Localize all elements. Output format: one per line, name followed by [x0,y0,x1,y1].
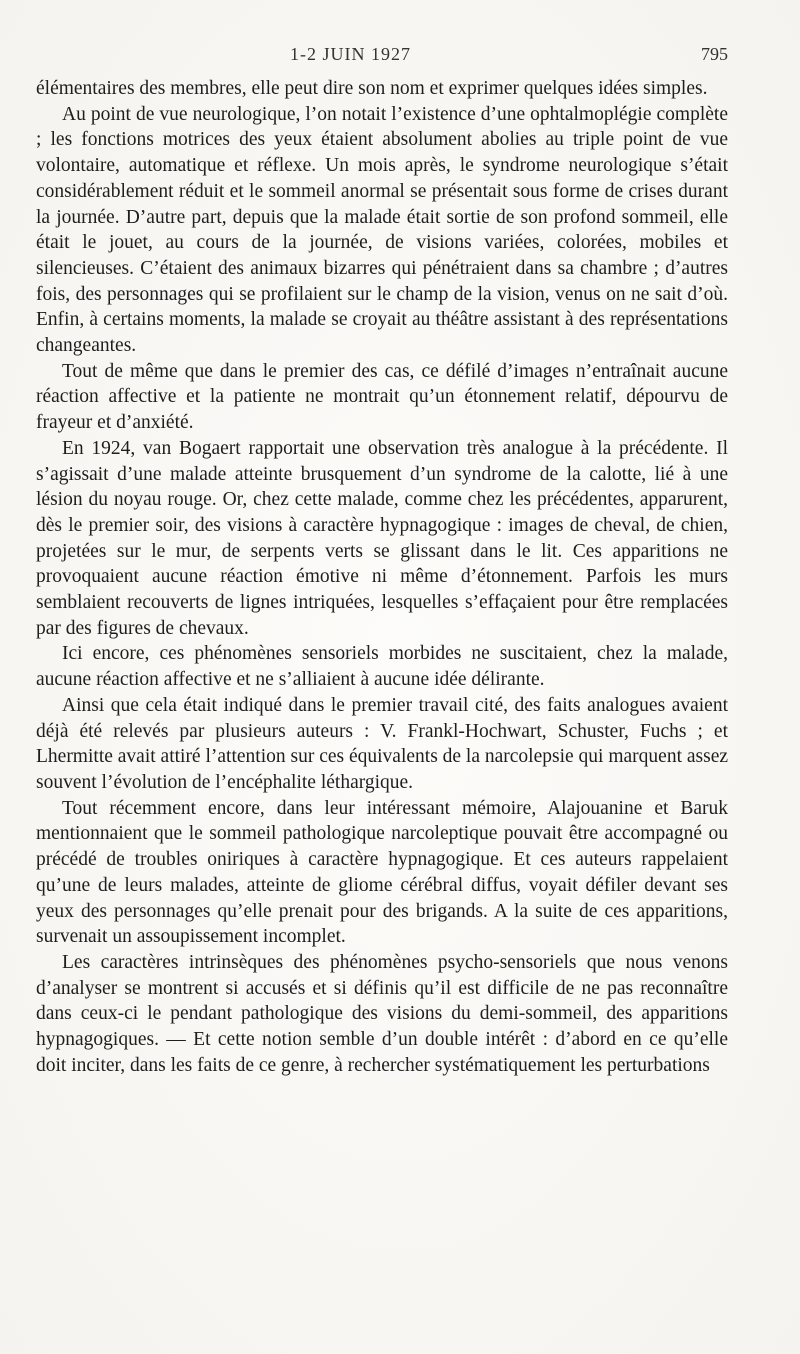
running-title: 1-2 JUIN 1927 [290,44,411,64]
paragraph: élémentaires des membres, elle peut dire son nom et exprimer quelques idées simples. [36,78,708,99]
paragraph: Ici encore, ces phénomènes sensoriels morbides ne suscitaient, chez la malade, aucune réaction affective et ne s’alliaient à aucune idée délirante. [36,643,728,691]
page-number: 795 [701,44,728,64]
paragraph: Les caractères intrinsèques des phénomènes psycho-sensoriels que nous venons d’analyser se montrent si accusés et si définis qu’il est difficile de ne pas reconnaître dans ceux-ci le pendant pathologique des visions du demi-sommeil, des apparitions hypnagogiques. — Et cette notion semble d’un double intérêt : d’abord en ce qu’elle doit inciter, dans les faits de ce genre, à rechercher systématiquement les perturbations [36,951,728,1076]
paragraph: Tout de même que dans le premier des cas, ce défilé d’images n’entraînait aucune réaction affective et la patiente ne montrait qu’un étonnement relatif, dépourvu de frayeur et d’anxiété. [36,360,728,434]
paragraph: En 1924, van Bogaert rapportait une observation très analogue à la précédente. Il s’agissait d’une malade atteinte brusquement d’un syndrome de la calotte, lié à une lésion du noyau rouge. Or, chez cette malade, comme chez les précédentes, apparurent, dès le premier soir, des visions à caractère hypnagogique : images de cheval, de chien, projetées sur le mur, de serpents verts se glissant dans le lit. Ces apparitions ne provoquaient aucune réaction émotive ni même d’étonnement. Parfois les murs semblaient recouverts de lignes intriquées, lesquelles s’effaçaient pour être remplacées par des figures de chevaux. [36,437,728,639]
paragraph: Ainsi que cela était indiqué dans le premier travail cité, des faits analogues avaient déjà été relevés par plusieurs auteurs : V. Frankl-Hochwart, Schuster, Fuchs ; et Lhermitte avait attiré l’attention sur ces équivalents de la narcolepsie qui marquent assez souvent l’évolution de l’encéphalite léthargique. [36,694,728,793]
running-header [290,44,411,65]
body-text [36,76,728,1078]
paragraph: Au point de vue neurologique, l’on notait l’existence d’une ophtalmoplégie complète ; les fonctions motrices des yeux étaient absolument abolies au triple point de vue volontaire, automatique et réflexe. Un mois après, le syndrome neurologique s’était considérablement réduit et le sommeil anormal se présentait sous forme de crises durant la journée. D’autre part, depuis que la malade était sortie de son profond sommeil, elle était le jouet, au cours de la journée, de visions variées, colorées, mobiles et silencieuses. C’étaient des animaux bizarres qui pénétraient dans sa chambre ; d’autres fois, des personnages qui se profilaient sur le champ de la vision, venus on ne sait d’où. Enfin, à certains moments, la malade se croyait au théâtre assistant à des représentations changeantes. [36,103,728,357]
paragraph: Tout récemment encore, dans leur intéressant mémoire, Alajouanine et Baruk mentionnaient que le sommeil pathologique narcoleptique pouvait être accompagné ou précédé de troubles oniriques à caractère hypnagogique. Et ces auteurs rappelaient qu’une de leurs malades, atteinte de gliome cérébral diffus, voyait défiler devant ses yeux des personnages qu’elle prenait pour des brigands. A la suite de ces apparitions, survenait un assoupissement incomplet. [36,797,728,948]
